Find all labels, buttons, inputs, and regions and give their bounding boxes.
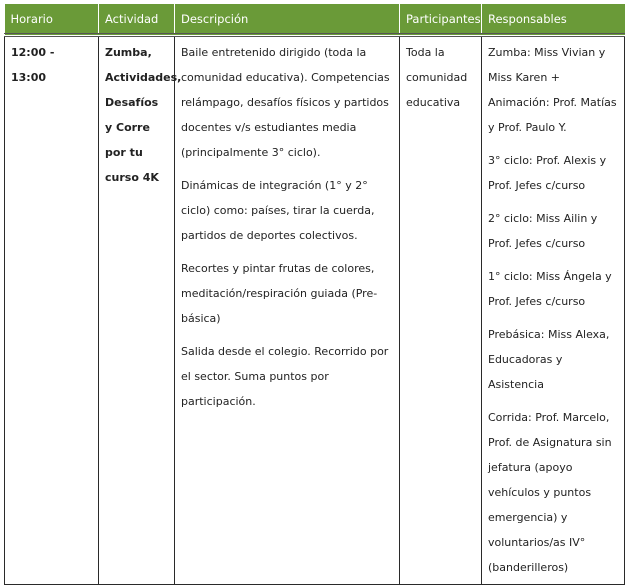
responsables-paragraph: Prebásica: Miss Alexa, Educadoras y Asistencia: [488, 328, 610, 391]
cell-horario: [5, 35, 99, 585]
responsables-paragraph: Zumba: Miss Vivian y Miss Karen + Animación: Prof. Matías y Prof. Paulo Y.: [488, 46, 617, 134]
cell-actividad: [99, 35, 182, 585]
responsables-paragraph: 1° ciclo: Miss Ángela y Prof. Jefes c/curso: [488, 270, 612, 308]
actividad-text: Zumba, Actividades, Desafíos y Corre por tu curso 4K: [105, 46, 182, 184]
table-header-row: [5, 4, 625, 35]
descripcion-paragraph: Baile entretenido dirigido (toda la comunidad educativa). Competencias relámpago, desafíos físicos y partidos docentes v/s estudiantes media (principalmente 3° ciclo).: [181, 46, 390, 159]
cell-responsables: [482, 35, 625, 585]
header-actividad: Actividad: [99, 4, 175, 35]
descripcion-paragraph: Salida desde el colegio. Recorrido por el sector. Suma puntos por participación.: [181, 345, 389, 408]
header-responsables: Responsables: [482, 4, 625, 35]
participantes-text: Toda la comunidad educativa: [406, 46, 468, 109]
table-row: [5, 35, 625, 585]
responsables-paragraph: 3° ciclo: Prof. Alexis y Prof. Jefes c/curso: [488, 154, 607, 192]
header-participantes: Participantes: [400, 4, 482, 35]
header-horario: Horario: [5, 4, 99, 35]
descripcion-paragraph: Recortes y pintar frutas de colores, meditación/respiración guiada (Pre-básica): [181, 262, 378, 325]
responsables-paragraph: Corrida: Prof. Marcelo, Prof. de Asignatura sin jefatura (apoyo vehículos y puntos emergencia) y voluntarios/as IV° (banderilleros): [488, 411, 612, 574]
activity-table: [4, 4, 625, 585]
horario-text: 12:00 - 13:00: [11, 46, 55, 84]
responsables-paragraph: 2° ciclo: Miss Ailin y Prof. Jefes c/curso: [488, 212, 598, 250]
cell-descripcion: [175, 35, 400, 585]
descripcion-paragraph: Dinámicas de integración (1° y 2° ciclo) como: países, tirar la cuerda, partidos de deportes colectivos.: [181, 179, 375, 242]
cell-participantes: [400, 35, 482, 585]
header-descripcion: Descripción: [175, 4, 400, 35]
